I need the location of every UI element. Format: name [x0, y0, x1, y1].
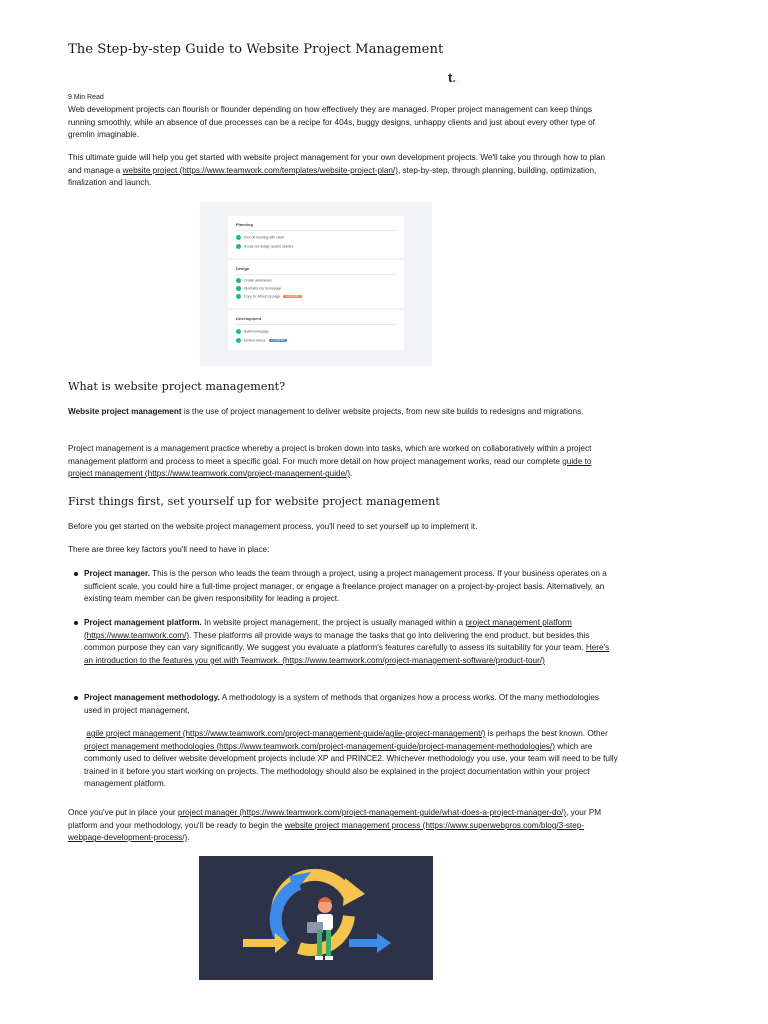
definition-text: is the use of project management to deliver website projects, from new site builds to redesigns and migrations.: [181, 407, 584, 416]
divider: [236, 324, 396, 325]
agile-cycle-illustration: [199, 856, 433, 980]
planning-card: [228, 216, 404, 258]
task-row: [236, 235, 284, 240]
pm-guide-link[interactable]: guide to project management (https://www.teamwork.com/project-management-guide/): [68, 456, 592, 479]
project-manager-link[interactable]: project manager (https://www.teamwork.com/project-management-guide/what-does-a-project-manager-do/): [177, 808, 567, 817]
bullet-text: [84, 728, 618, 791]
logo-letter: t: [448, 70, 453, 85]
development-card: [228, 310, 404, 350]
task-label: Scope out design assets needed: [244, 244, 294, 249]
task-label: Illustration for homepage: [244, 286, 282, 291]
pm-platform-link[interactable]: project management platform (https://www.teamwork.com/): [84, 618, 572, 640]
task-row: [236, 294, 302, 299]
bullet-dot: [74, 621, 78, 625]
paragraph-end: .: [350, 469, 353, 479]
page-title: The Step-by-step Guide to Website Project Management: [68, 42, 444, 57]
design-title: Design: [236, 266, 250, 271]
priority-tag: Low priority: [283, 295, 302, 298]
check-icon: [236, 286, 241, 291]
bullet-body: is perhaps the best known. Other: [485, 729, 608, 738]
bold-term: Website project management: [68, 407, 182, 416]
section1-paragraph-1: [68, 406, 618, 419]
product-tour-link[interactable]: Here's an introduction to the features you get with Teamwork. (https://www.teamwork.com/project-management-software/product-tour/): [84, 643, 610, 665]
person-leg: [326, 930, 331, 956]
design-card: [228, 260, 404, 308]
task-label: Kick-off meeting with client: [244, 235, 285, 240]
bullet-text: [84, 692, 618, 717]
bullet-text: [84, 617, 618, 667]
check-icon: [236, 235, 241, 240]
bullet-body: . These platforms all provide ways to manage the tasks that go into delivering the end product, but besides this common purpose they can vary significantly. We suggest you evaluate a platform's features carefully to assess its suitability for your team.: [84, 630, 590, 653]
task-label: Create wireframes: [244, 278, 272, 283]
website-project-link[interactable]: website project (https://www.teamwork.com/templates/website-project-plan/): [122, 165, 398, 175]
list-item-continuation: [68, 728, 618, 791]
section2-paragraph-1: Before you get started on the website project management process, you'll need to set yourself up to implement it.: [68, 522, 478, 531]
person-shoe: [315, 956, 323, 960]
paragraph-text: Project management is a management practice whereby a project is broken down into tasks, which are worked on collaboratively within a project management platform and process to meet a specific goal. For much more detail on how project management works, read our complete: [68, 444, 592, 466]
list-item: [68, 692, 618, 717]
task-label: Build homepage: [244, 329, 269, 334]
person-shoe: [325, 956, 333, 960]
bullet-text: [84, 568, 618, 606]
bullet-dot: [74, 572, 78, 576]
check-icon: [236, 244, 241, 249]
task-row: [236, 286, 281, 291]
person-leg: [317, 930, 322, 956]
agile-pm-link[interactable]: agile project management (https://www.teamwork.com/project-management-guide/agile-project-management/): [86, 729, 486, 738]
paragraph-end: .: [187, 833, 190, 843]
check-icon: [236, 329, 241, 334]
status-tag: In progress: [269, 339, 288, 342]
teamwork-logo: [448, 70, 456, 85]
bullet-title: Project management methodology.: [84, 693, 220, 702]
task-row: [236, 329, 269, 334]
list-item: [68, 617, 618, 667]
bullet-body: A methodology is a system of methods that organizes how a process works. Of the many methodologies used in project management,: [84, 693, 599, 715]
section2-paragraph-2: There are three key factors you'll need to have in place:: [68, 545, 270, 554]
straight-arrow-blue: [349, 939, 379, 947]
intro-paragraph-1: Web development projects can flourish or flounder depending on how effectively they are managed. Proper project management can keep things running smoothly, while an absence of due processes can be a recipe for 404s, buggy designs, unhappy clients and just about every other type of gremlin imaginable.: [68, 105, 595, 140]
arrowhead-right-blue: [377, 933, 391, 953]
section-heading-first-things: First things first, set yourself up for website project management: [68, 495, 440, 508]
straight-arrow-yellow: [243, 939, 277, 947]
bullet-title: Project management platform.: [84, 618, 202, 627]
planning-title: Planning: [236, 222, 253, 227]
paragraph-text: , your PM platform and your methodology, you'll be ready to begin the: [68, 808, 602, 830]
cycle-arc-blue: [276, 884, 299, 944]
bullet-body: In website project management, the project is usually managed within a: [201, 618, 466, 627]
intro-paragraph-2: [68, 152, 618, 190]
task-label: Copy for About Us page: [244, 294, 281, 299]
pm-methodologies-link[interactable]: project management methodologies (https://www.teamwork.com/project-management-guide/project-management-methodologies/): [84, 741, 556, 751]
task-row: [236, 338, 287, 343]
divider: [236, 230, 396, 231]
development-title: Development: [236, 316, 262, 321]
read-time: 9 Min Read: [68, 94, 104, 101]
intro-text-end: , step-by-step, through planning, building, optimization, finalization and launch.: [68, 165, 597, 188]
list-item: [68, 568, 618, 606]
divider: [236, 274, 396, 275]
bullet-body: which are commonly used to deliver website development projects include XP and PRINCE2. Whichever methodology you use, your team will need to be fully trained in it before you start working on projects. The methodology should also be explained in the project documentation within your project management platform.: [84, 741, 618, 789]
cycle-arrows-svg: [199, 856, 433, 980]
person-hair: [318, 897, 332, 902]
task-row: [236, 278, 272, 283]
task-row: [236, 244, 293, 249]
bullet-title: Project manager.: [84, 569, 150, 578]
paragraph-text: Once you've put in place your: [68, 808, 178, 817]
section1-paragraph-2: [68, 443, 618, 481]
check-icon: [236, 278, 241, 283]
section-heading-what-is: What is website project management?: [68, 380, 286, 393]
check-icon: [236, 294, 241, 299]
web-pm-process-link[interactable]: website project management process (https://www.superwebpros.com/blog/3-step-webpage-development-process/): [68, 820, 585, 843]
arrowhead-yellow: [343, 878, 365, 906]
closing-paragraph: [68, 807, 618, 845]
check-icon: [236, 338, 241, 343]
bullet-body: This is the person who leads the team through a project, using a project management process. If your business operates on a sufficient scale, you could hire a full-time project manager, or engage a freelance project manager on a project-by-project basis. Alternatively, an existing team member can be given responsibility for leading a project.: [84, 569, 607, 604]
bullet-dot: [74, 696, 78, 700]
task-label: Embed videos: [244, 338, 266, 343]
logo-dot: .: [452, 70, 456, 85]
intro-text: This ultimate guide will help you get started with website project management for your own development projects. We'll take you through how to plan and manage a: [68, 153, 606, 175]
task-list-screenshot: [200, 202, 432, 366]
